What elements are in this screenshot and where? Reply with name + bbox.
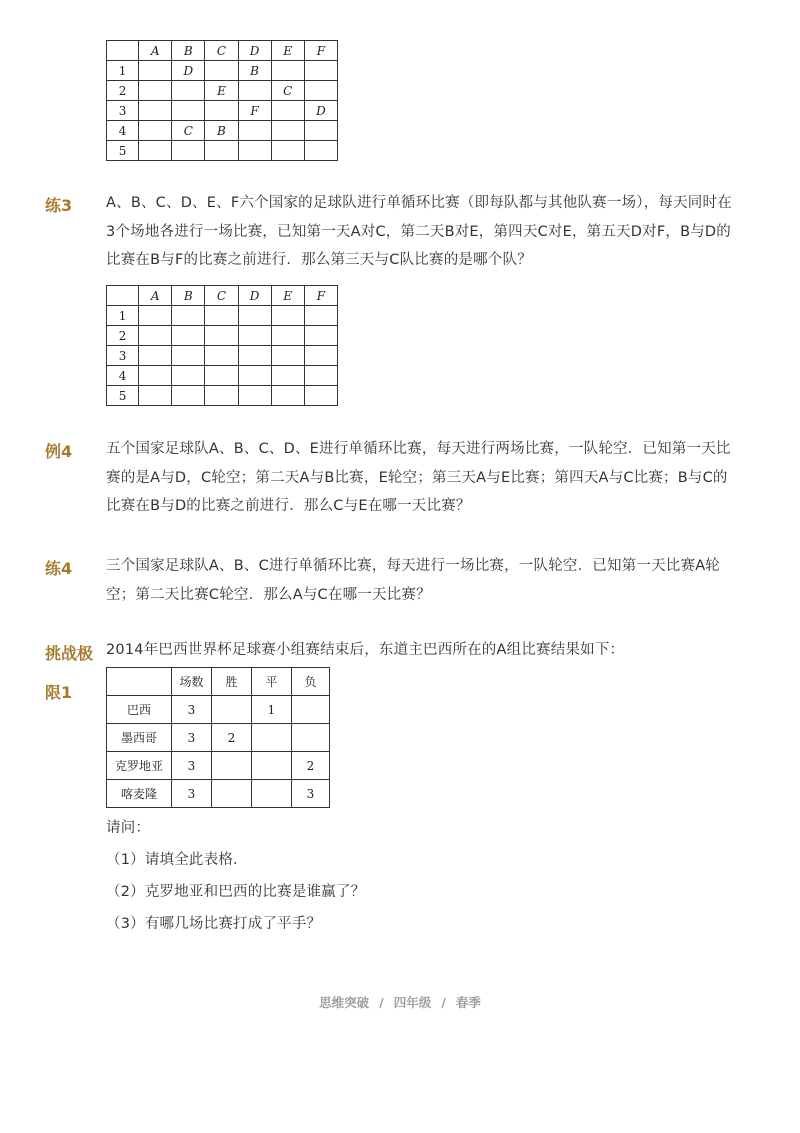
- table-header-cell: B: [172, 41, 205, 61]
- table-cell: [238, 366, 271, 386]
- table-row: [107, 306, 338, 326]
- row-label-cell: 克罗地亚: [107, 752, 172, 780]
- table-cell: [139, 306, 172, 326]
- table-header-cell: B: [172, 286, 205, 306]
- question-prompt: 请问：: [106, 820, 151, 836]
- table-row: [107, 346, 338, 366]
- footer-series: 思维突破: [319, 995, 370, 1010]
- table-cell: [139, 141, 172, 161]
- table-cell: [271, 366, 304, 386]
- table-cell: [251, 752, 291, 780]
- row-label-cell: 5: [107, 386, 139, 406]
- table-cell: [211, 780, 251, 808]
- table-cell: [238, 346, 271, 366]
- table-cell: [271, 61, 304, 81]
- practice-4-line-2: 空；第二天比赛C轮空．那么A与C在哪一天比赛？: [106, 586, 431, 603]
- example-4-line-2: 赛的是A与D，C轮空；第二天A与B比赛，E轮空；第三天A与E比赛；第四天A与C比赛；B与C的: [106, 469, 728, 486]
- table-header-row: [107, 668, 330, 696]
- table-cell: [139, 61, 172, 81]
- table-header-cell: D: [238, 286, 271, 306]
- table-header-cell: 负: [291, 668, 329, 696]
- row-label-cell: 4: [107, 121, 139, 141]
- table-row: [107, 780, 330, 808]
- table-cell: [205, 326, 238, 346]
- group-results-table: [106, 667, 330, 808]
- table-cell: [251, 780, 291, 808]
- table-header-cell: F: [304, 41, 337, 61]
- table-cell: [205, 306, 238, 326]
- challenge-label-line-2: 限1: [45, 683, 73, 702]
- table-cell: B: [238, 61, 271, 81]
- row-label-cell: 巴西: [107, 696, 172, 724]
- table-header-cell: A: [139, 41, 172, 61]
- exercise-3-text: [106, 189, 766, 275]
- table-header-cell: [107, 41, 139, 61]
- table-cell: [139, 366, 172, 386]
- practice-4-text: [106, 552, 766, 609]
- question-3: （3）有哪几场比赛打成了平手？: [106, 916, 322, 932]
- table-cell: [271, 386, 304, 406]
- table-cell: 3: [172, 724, 212, 752]
- table-cell: [271, 346, 304, 366]
- table-cell: [304, 306, 337, 326]
- table-cell: [291, 724, 329, 752]
- table-cell: [238, 121, 271, 141]
- table-cell: [291, 696, 329, 724]
- table-cell: [172, 386, 205, 406]
- table-cell: E: [205, 81, 238, 101]
- row-label-cell: 3: [107, 346, 139, 366]
- table-row: [107, 121, 338, 141]
- table-cell: C: [172, 121, 205, 141]
- table-row: [107, 386, 338, 406]
- table-cell: 3: [172, 752, 212, 780]
- schedule-table-1: [106, 40, 338, 161]
- table-header-cell: C: [205, 286, 238, 306]
- table-cell: [172, 346, 205, 366]
- challenge-label-line-1: 挑战极: [45, 644, 94, 663]
- table-cell: [172, 101, 205, 121]
- table-cell: [205, 366, 238, 386]
- table-row: [107, 81, 338, 101]
- table-cell: [304, 141, 337, 161]
- table-cell: [139, 386, 172, 406]
- table-cell: [139, 326, 172, 346]
- table-cell: [211, 696, 251, 724]
- footer-separator: /: [441, 995, 446, 1010]
- table-cell: [304, 346, 337, 366]
- table-cell: [304, 386, 337, 406]
- table-row: [107, 752, 330, 780]
- exercise-3-line-3: 比赛在B与F的比赛之前进行．那么第三天与C队比赛的是哪个队？: [106, 252, 532, 268]
- table-header-cell: 胜: [211, 668, 251, 696]
- footer-grade: 四年级: [393, 995, 432, 1010]
- table-cell: [238, 141, 271, 161]
- schedule-table-2: [106, 285, 338, 406]
- table-cell: B: [205, 121, 238, 141]
- table-header-row: [107, 41, 338, 61]
- table-cell: [304, 121, 337, 141]
- row-label-cell: 1: [107, 61, 139, 81]
- table-cell: [304, 81, 337, 101]
- table-cell: [172, 366, 205, 386]
- table-header-cell: [107, 286, 139, 306]
- table-cell: [172, 326, 205, 346]
- table-cell: 3: [172, 696, 212, 724]
- practice-4-line-1: 三个国家足球队A、B、C进行单循环比赛，每天进行一场比赛，一队轮空．已知第一天比赛A轮: [106, 558, 721, 574]
- practice-4-label: 练4: [45, 559, 73, 578]
- table-cell: [304, 61, 337, 81]
- table-cell: [271, 141, 304, 161]
- table-row: [107, 326, 338, 346]
- table-row: [107, 366, 338, 386]
- table-header-cell: F: [304, 286, 337, 306]
- table-cell: [271, 326, 304, 346]
- challenge-intro: 2014年巴西世界杯足球赛小组赛结束后，东道主巴西所在的A组比赛结果如下：: [106, 642, 625, 658]
- table-cell: [172, 306, 205, 326]
- exercise-3-line-1: A、B、C、D、E、F六个国家的足球队进行单循环比赛（即每队都与其他队赛一场），每天同时在: [106, 195, 732, 211]
- table-row: [107, 696, 330, 724]
- table-header-cell: [107, 668, 172, 696]
- exercise-3-line-2: 3个场地各进行一场比赛，已知第一天A对C，第二天B对E，第四天C对E，第五天D对F，B与D的: [106, 223, 731, 240]
- row-label-cell: 1: [107, 306, 139, 326]
- table-cell: [211, 752, 251, 780]
- table-row: [107, 61, 338, 81]
- footer-separator: /: [379, 995, 384, 1010]
- example-4-line-1: 五个国家足球队A、B、C、D、E进行单循环比赛，每天进行两场比赛，一队轮空．已知第一天比: [106, 441, 731, 457]
- table-cell: [205, 141, 238, 161]
- footer-term: 春季: [455, 995, 481, 1010]
- table-cell: 2: [291, 752, 329, 780]
- table-cell: 1: [251, 696, 291, 724]
- table-cell: D: [304, 101, 337, 121]
- table-cell: F: [238, 101, 271, 121]
- row-label-cell: 5: [107, 141, 139, 161]
- table-cell: 3: [172, 780, 212, 808]
- table-header-cell: C: [205, 41, 238, 61]
- table-cell: [139, 346, 172, 366]
- row-label-cell: 4: [107, 366, 139, 386]
- table-cell: [139, 81, 172, 101]
- table-row: [107, 724, 330, 752]
- table-cell: [139, 101, 172, 121]
- table-cell: C: [271, 81, 304, 101]
- table-header-cell: E: [271, 286, 304, 306]
- row-label-cell: 3: [107, 101, 139, 121]
- exercise-3-label: 练3: [45, 196, 73, 215]
- question-2: （2）克罗地亚和巴西的比赛是谁赢了？: [106, 884, 366, 900]
- table-row: [107, 101, 338, 121]
- table-cell: [271, 101, 304, 121]
- table-cell: [251, 724, 291, 752]
- table-cell: [238, 306, 271, 326]
- table-cell: [205, 386, 238, 406]
- table-cell: [205, 346, 238, 366]
- example-4-label: 例4: [45, 442, 73, 461]
- table-header-cell: D: [238, 41, 271, 61]
- table-cell: [304, 366, 337, 386]
- table-cell: [238, 81, 271, 101]
- table-cell: [271, 121, 304, 141]
- table-cell: D: [172, 61, 205, 81]
- row-label-cell: 2: [107, 81, 139, 101]
- table-header-cell: A: [139, 286, 172, 306]
- row-label-cell: 2: [107, 326, 139, 346]
- table-cell: [205, 101, 238, 121]
- table-cell: [172, 81, 205, 101]
- table-cell: [205, 61, 238, 81]
- table-header-row: [107, 286, 338, 306]
- table-cell: [172, 141, 205, 161]
- table-cell: 3: [291, 780, 329, 808]
- row-label-cell: 墨西哥: [107, 724, 172, 752]
- question-1: （1）请填全此表格．: [106, 852, 248, 868]
- example-4-line-3: 比赛在B与D的比赛之前进行．那么C与E在哪一天比赛？: [106, 498, 471, 514]
- table-cell: [238, 386, 271, 406]
- example-4-text: [106, 435, 766, 521]
- table-cell: [271, 306, 304, 326]
- table-cell: [139, 121, 172, 141]
- table-cell: 2: [211, 724, 251, 752]
- table-header-cell: 平: [251, 668, 291, 696]
- page-footer: [0, 993, 800, 1011]
- table-header-cell: 场数: [172, 668, 212, 696]
- row-label-cell: 喀麦隆: [107, 780, 172, 808]
- table-cell: [238, 326, 271, 346]
- table-row: [107, 141, 338, 161]
- table-header-cell: E: [271, 41, 304, 61]
- table-cell: [304, 326, 337, 346]
